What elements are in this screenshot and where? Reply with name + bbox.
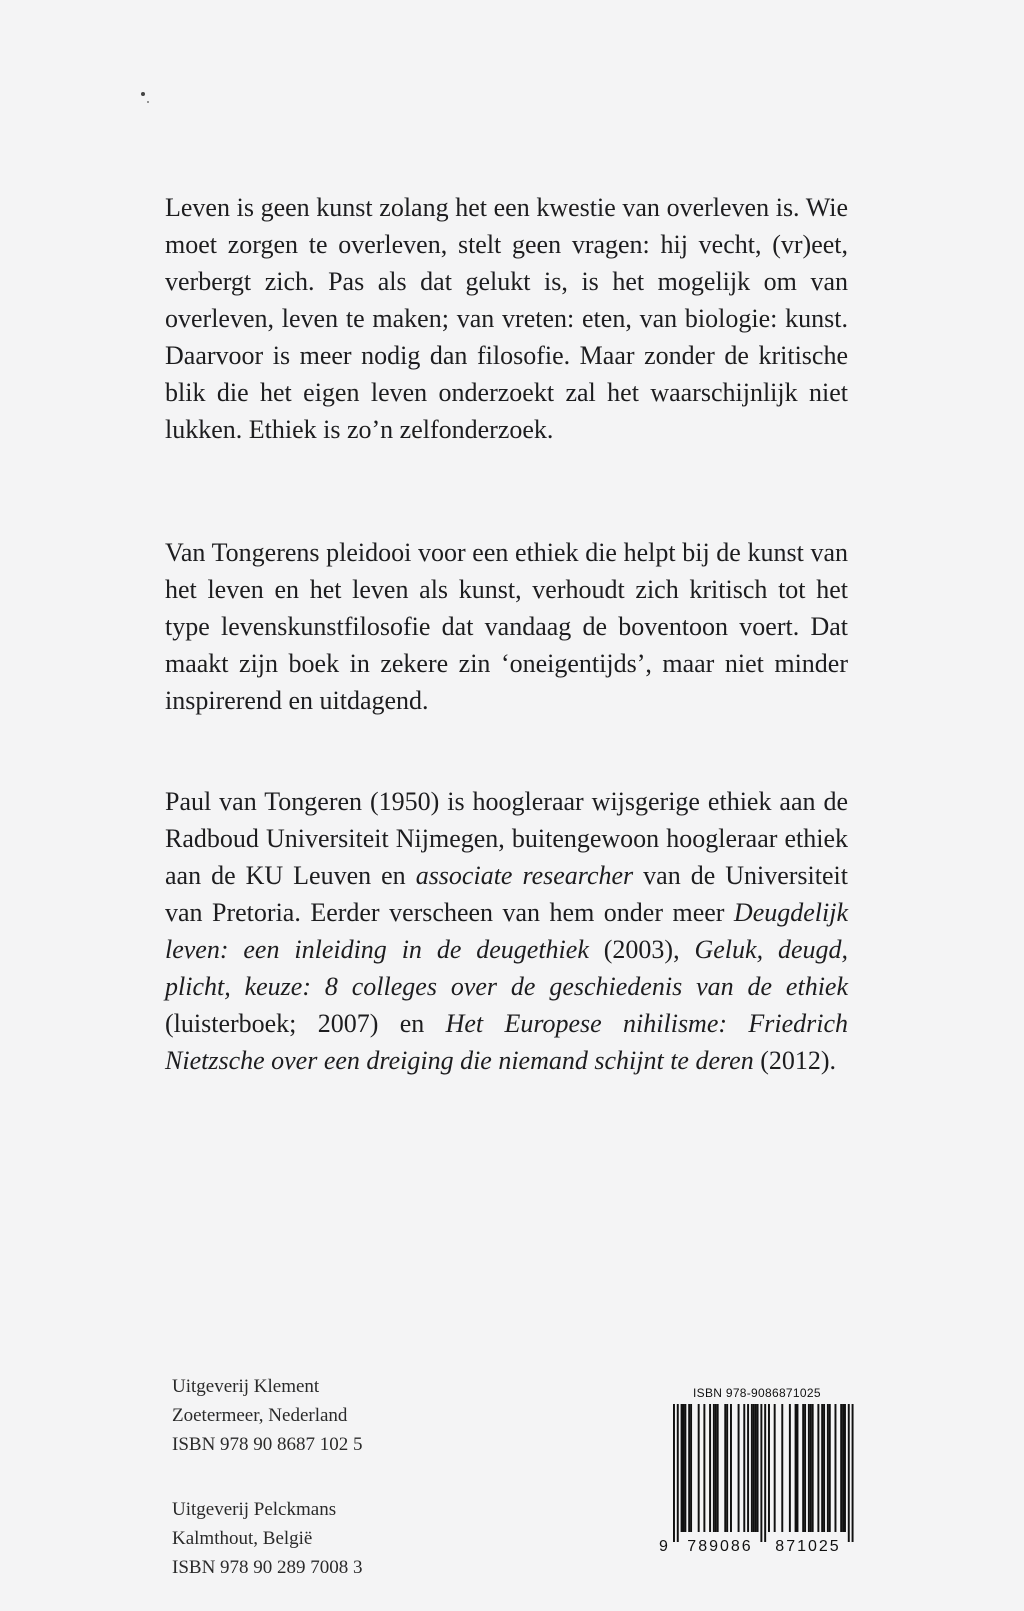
book-title-deugdelijk-leven: Deugdelijk leven: een inleiding in de deugethiek (165, 898, 848, 964)
barcode-bar (684, 1404, 686, 1532)
barcode-bar (821, 1404, 823, 1532)
barcode-bar (724, 1404, 726, 1532)
barcode-bar (829, 1404, 831, 1532)
barcode-bar (768, 1404, 770, 1532)
author-bio-paragraph (165, 783, 848, 1079)
barcode-bar (703, 1404, 705, 1532)
barcode-digits-right: 871025 (775, 1538, 841, 1555)
barcode-bar (738, 1404, 740, 1532)
barcode-bar (852, 1404, 854, 1542)
barcode-bar (743, 1404, 745, 1532)
bio-text: (2003), (588, 935, 695, 964)
barcode-bar (844, 1404, 846, 1532)
barcode-bar (848, 1404, 850, 1542)
barcode-bar (823, 1404, 825, 1532)
barcode-bar (713, 1404, 715, 1532)
isbn-text: ISBN 978 90 289 7008 3 (172, 1557, 363, 1578)
barcode-bar (789, 1404, 791, 1532)
barcode-bar (797, 1404, 799, 1532)
publisher-location: Zoetermeer, Nederland (172, 1405, 348, 1426)
barcode-bar (808, 1404, 810, 1532)
bio-text: van de Universiteit van Pretoria. Eerder verscheen van hem onder meer (165, 861, 848, 927)
book-title-europese-nihilisme: Het Europese nihilisme: Friedrich Nietzsche over een dreiging die niemand schijnt te deren (165, 1009, 849, 1075)
barcode-bar (730, 1404, 732, 1532)
bio-text: Paul van Tongeren (1950) is hoogleraar wijsgerige ethiek aan de Radboud Universiteit Nijmegen, buitengewoon hoogleraar ethiek aan de KU Leuven en (165, 787, 848, 890)
publisher-name: Uitgeverij Klement (172, 1376, 320, 1397)
barcode-bar (717, 1404, 719, 1532)
barcode-bar (817, 1404, 819, 1532)
barcode-bar (757, 1404, 759, 1532)
book-title-geluk-deugd: Geluk, deugd, plicht, keuze: 8 colleges over de geschiedenis van de ethiek (165, 935, 848, 1001)
bio-text: (luisterboek; 2007) en (165, 1009, 446, 1038)
barcode-bar (698, 1404, 700, 1532)
barcode-digit-first: 9 (659, 1538, 668, 1555)
barcode-bar (810, 1404, 812, 1532)
barcode-bar (781, 1404, 783, 1532)
imprint-netherlands (172, 1372, 363, 1459)
barcode-isbn-label: ISBN 978-9086871025 (693, 1386, 821, 1400)
print-speck (147, 101, 149, 103)
blurb-paragraph-2: Van Tongerens pleidooi voor een ethiek die helpt bij de kunst van het leven en het leven als kunst, verhoudt zich kritisch tot het type levenskunstfilosofie dat vandaag de boventoon voert. Dat maakt zijn boek in zekere zin ‘oneigentijds’, maar niet minder inspirerend en uitdagend. (165, 538, 848, 715)
barcode-bar (804, 1404, 806, 1532)
barcode-bar (755, 1404, 757, 1532)
publisher-name: Uitgeverij Pelckmans (172, 1499, 337, 1520)
barcode-digits-left: 789086 (687, 1538, 753, 1555)
barcode-bar (812, 1404, 814, 1532)
barcode-bar (840, 1404, 842, 1532)
barcode-bar (751, 1404, 753, 1532)
isbn-text: ISBN 978 90 8687 102 5 (172, 1434, 363, 1455)
barcode-bar (764, 1404, 766, 1542)
ean13-barcode-graphic (655, 1404, 865, 1556)
barcode-bar (753, 1404, 755, 1532)
barcode-bar (774, 1404, 776, 1532)
barcode (655, 1386, 865, 1558)
imprint-belgium (172, 1495, 363, 1582)
barcode-bar (688, 1404, 690, 1532)
publisher-location: Kalmthout, België (172, 1528, 313, 1549)
barcode-bars (673, 1404, 854, 1542)
barcode-bar (835, 1404, 837, 1532)
barcode-bar (681, 1404, 683, 1532)
barcode-bar (673, 1404, 675, 1542)
barcode-bar (760, 1404, 762, 1542)
blurb-paragraph-1: Leven is geen kunst zolang het een kwestie van overleven is. Wie moet zorgen te overleven, stelt geen vragen: hij vecht, (vr)eet, verbergt zich. Pas als dat gelukt is, is het mogelijk om van overleven, leven te maken; van vreten: eten, van biologie: kunst. Daarvoor is meer nodig dan filosofie. Maar zonder de kritische blik die het eigen leven onderzoekt zal het waarschijnlijk niet lukken. Ethiek is zo’n zelfonderzoek. (165, 193, 848, 444)
bio-text: (2012). (753, 1046, 837, 1075)
barcode-bar (677, 1404, 679, 1542)
barcode-bar (802, 1404, 804, 1532)
bio-italic-term: associate researcher (415, 861, 634, 890)
barcode-bar (842, 1404, 844, 1532)
barcode-bar (683, 1404, 685, 1532)
barcode-bar (709, 1404, 711, 1532)
barcode-bar (795, 1404, 797, 1532)
print-speck (141, 92, 145, 96)
barcode-bar (715, 1404, 717, 1532)
barcode-bar (827, 1404, 829, 1532)
barcode-bar (690, 1404, 692, 1532)
barcode-bar (747, 1404, 749, 1532)
barcode-bar (726, 1404, 728, 1532)
